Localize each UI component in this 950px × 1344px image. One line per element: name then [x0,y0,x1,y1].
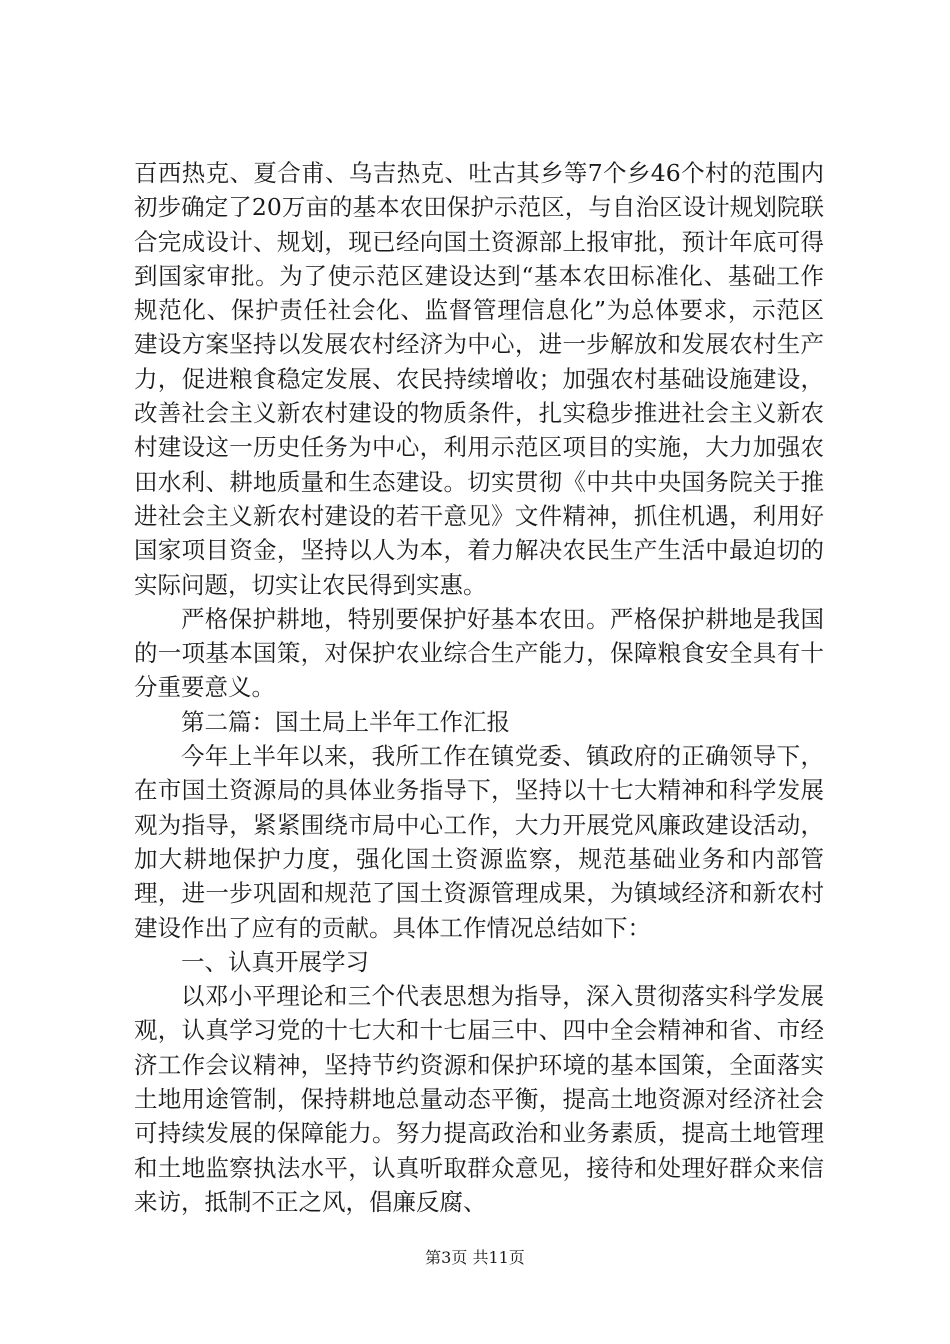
document-body [134,156,824,1219]
page-number-footer: 第3页 共11页 [425,1248,525,1267]
section-heading-part-two: 第二篇：国土局上半年工作汇报 [181,707,510,736]
paragraph-study-details: 以邓小平理论和三个代表思想为指导，深入贯彻落实科学发展观，认真学习党的十七大和十七届三中、四中全会精神和省、市经济工作会议精神，坚持节约资源和保护环境的基本国策，全面落实土地用途管制，保持耕地总量动态平衡，提高土地资源对经济社会可持续发展的保障能力。努力提高政治和业务素质，提高土地管理和土地监察执法水平，认真听取群众意见，接待和处理好群众来信来访，抵制不正之风，倡廉反腐、 [134,982,824,1216]
paragraph-farmland-protection: 严格保护耕地，特别要保护好基本农田。严格保护耕地是我国的一项基本国策，对保护农业综合生产能力，保障粮食安全具有十分重要意义。 [134,604,824,702]
paragraph-continuation: 百西热克、夏合甫、乌吉热克、吐古其乡等7个乡46个村的范围内初步确定了20万亩的基本农田保护示范区，与自治区设计规划院联合完成设计、规划，现已经向国土资源部上报审批，预计年底可得到国家审批。为了使示范区建设达到“基本农田标准化、基础工作规范化、保护责任社会化、监督管理信息化”为总体要求，示范区建设方案坚持以发展农村经济为中心，进一步解放和发展农村生产力，促进粮食稳定发展、农民持续增收；加强农村基础设施建设，改善社会主义新农村建设的物质条件，扎实稳步推进社会主义新农村建设这一历史任务为中心，利用示范区项目的实施，大力加强农田水利、耕地质量和生态建设。切实贯彻《中共中央国务院关于推进社会主义新农村建设的若干意见》文件精神，抓住机遇，利用好国家项目资金，坚持以人为本，着力解决农民生产生活中最迫切的实际问题，切实让农民得到实惠。 [134,159,824,599]
paragraph-half-year-intro: 今年上半年以来，我所工作在镇党委、镇政府的正确领导下，在市国土资源局的具体业务指导下，坚持以十七大精神和科学发展观为指导，紧紧围绕市局中心工作，大力开展党风廉政建设活动，加大耕地保护力度，强化国土资源监察，规范基础业务和内部管理，进一步巩固和规范了国土资源管理成果，为镇域经济和新农村建设作出了应有的贡献。具体工作情况总结如下： [134,742,824,942]
subheading-study: 一、认真开展学习 [181,947,369,976]
